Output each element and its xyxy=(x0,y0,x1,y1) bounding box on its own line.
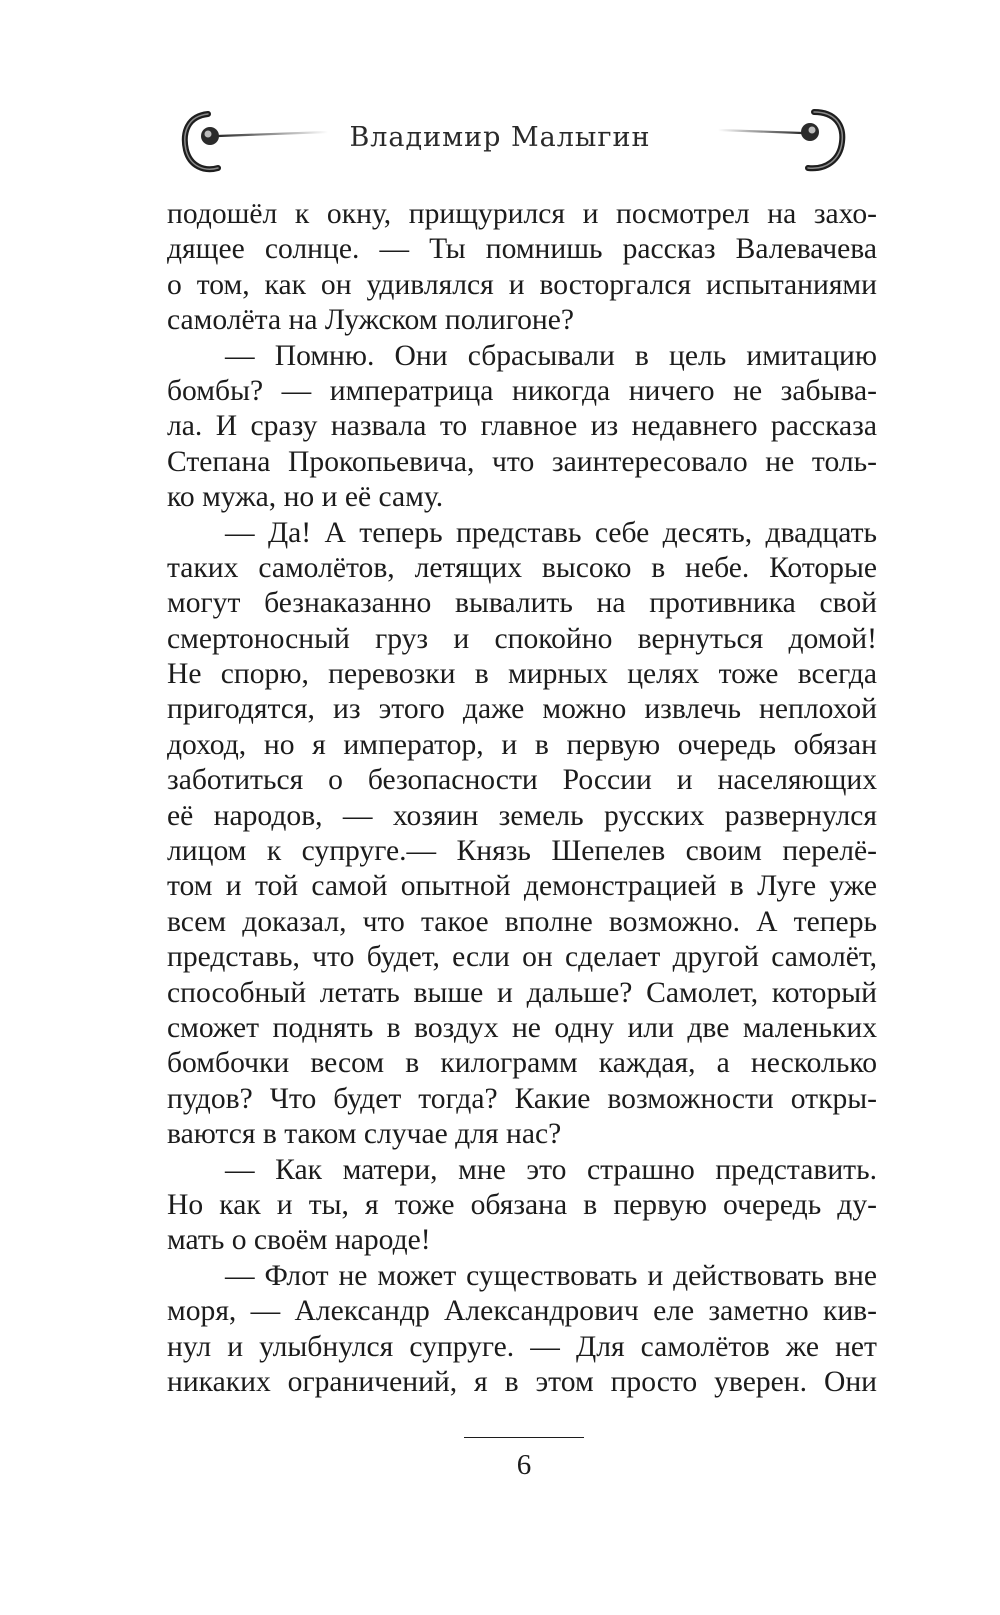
footer-divider xyxy=(464,1437,584,1438)
body-text xyxy=(167,197,877,1400)
text-line: ваются в таком случае для нас? xyxy=(167,1118,562,1151)
text-line: бомбы? — императрица никогда ничего не забыва- xyxy=(167,374,877,407)
text-line: никаких ограничений, я в этом просто уверен. Они xyxy=(167,1365,877,1398)
text-line: способный летать выше и дальше? Самолет, который xyxy=(167,976,877,1009)
text-line: — Помню. Они сбрасывали в цель имитацию xyxy=(225,339,877,372)
text-line: её народов, — хозяин земель русских развернулся xyxy=(167,799,877,832)
text-line: лицом к супруге.— Князь Шепелев своим перелё- xyxy=(167,835,877,868)
text-line: мать о своём народе! xyxy=(167,1224,431,1257)
text-line: том и той самой опытной демонстрацией в Луге уже xyxy=(167,870,877,903)
text-line: таких самолётов, летящих высоко в небе. Которые xyxy=(167,551,877,584)
text-line: дящее солнце. — Ты помнишь рассказ Валевачева xyxy=(167,233,877,266)
text-line: Но как и ты, я тоже обязана в первую очередь ду- xyxy=(167,1188,877,1221)
text-line: подошёл к окну, прищурился и посмотрел на захо- xyxy=(167,198,877,230)
text-line: представь, что будет, если он сделает другой самолёт, xyxy=(167,941,877,974)
text-line: всем доказал, что такое вполне возможно. А теперь xyxy=(167,905,877,938)
text-line: могут безнаказанно вывалить на противника свой xyxy=(167,587,877,620)
text-line: пригодятся, из этого даже можно извлечь неплохой xyxy=(167,693,877,726)
text-line: нул и улыбнулся супруге. — Для самолётов же нет xyxy=(167,1330,877,1363)
text-line: ла. И сразу назвала то главное из недавнего рассказа xyxy=(167,410,877,443)
text-line: доход, но я император, и в первую очередь обязан xyxy=(167,728,877,761)
text-line: — Как матери, мне это страшно представить. xyxy=(225,1153,877,1186)
page-number: 6 xyxy=(516,1449,532,1481)
right-ornament-icon xyxy=(708,108,868,178)
text-line: пудов? Что будет тогда? Какие возможности откры- xyxy=(167,1082,877,1115)
text-line: смертоносный груз и спокойно вернуться домой! xyxy=(167,622,877,655)
text-line: моря, — Александр Александрович еле заметно кив- xyxy=(167,1295,877,1328)
text-line: бомбочки весом в килограмм каждая, а несколько xyxy=(167,1047,877,1080)
text-line: — Да! А теперь представь себе десять, двадцать xyxy=(225,516,877,549)
text-line: заботиться о безопасности России и населяющих xyxy=(167,764,877,797)
text-line: — Флот не может существовать и действовать вне xyxy=(225,1259,877,1292)
page-header xyxy=(0,108,1000,178)
text-line: самолёта на Лужском полигоне? xyxy=(167,304,575,337)
text-line: о том, как он удивлялся и восторгался испытаниями xyxy=(167,268,877,301)
text-line: Не спорю, перевозки в мирных целях тоже всегда xyxy=(167,658,877,691)
text-line: Степана Прокопьевича, что заинтересовало не толь- xyxy=(167,445,877,478)
running-title: Владимир Малыгин xyxy=(349,122,651,153)
text-line: ко мужа, но и её саму. xyxy=(167,481,444,514)
text-line: сможет поднять в воздух не одну или две маленьких xyxy=(167,1011,877,1044)
